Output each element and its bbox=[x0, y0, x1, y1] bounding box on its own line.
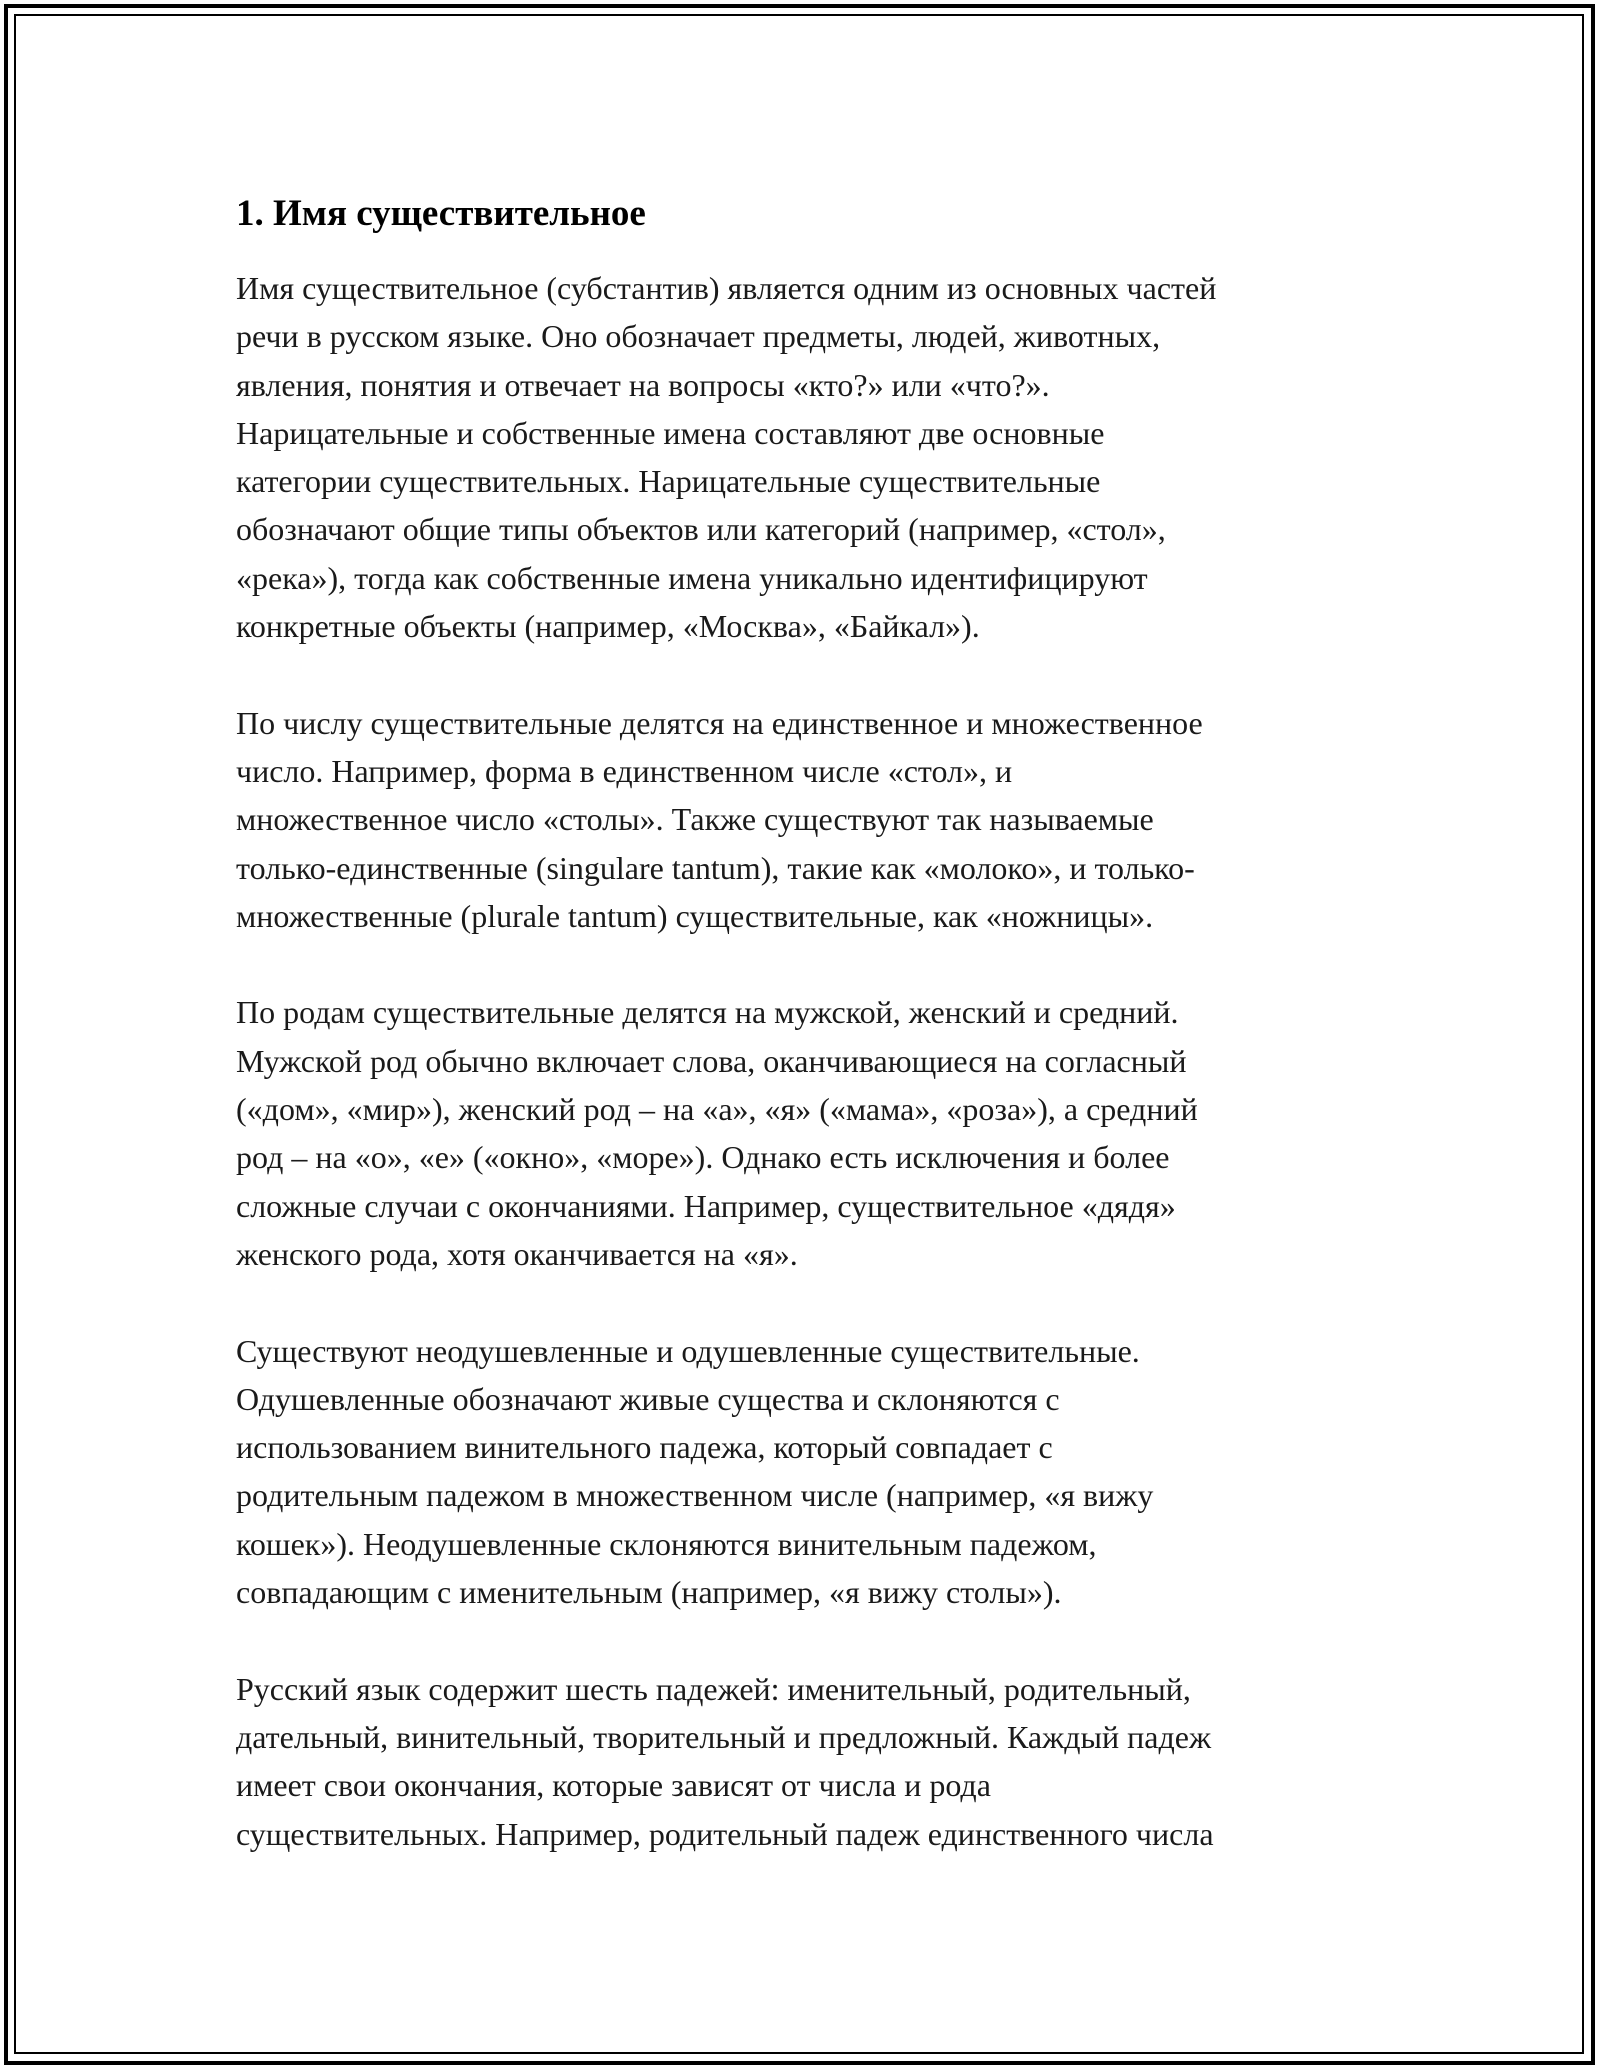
paragraph-number: По числу существительные делятся на единственное и множественное число. Например, форма в единственном числе «стол», и множественное число «столы». Также существуют так называемые только-единственные (singulare tantum), такие как «молоко», и только- множественные (plurale tantum) существительные, как «ножницы». bbox=[236, 704, 1203, 934]
paragraph-definition: Имя существительное (субстантив) является одним из основных частей речи в русском языке. Оно обозначает предметы, людей, животных, явления, понятия и отвечает на вопросы «кто?» или «что?». Нарицательные и собственные имена составляют две основные категории существительных. Нарицательные существительные обозначают общие типы объектов или категорий (например, «стол», «река»), тогда как собственные имена уникально идентифицируют конкретные объекты (например, «Москва», «Байкал»). bbox=[236, 270, 1217, 645]
paragraph-gender: По родам существительные делятся на мужской, женский и средний. Мужской род обычно включает слова, оканчивающиеся на согласный («дом», «мир»), женский род – на «а», «я» («мама», «роза»), а средний род – на «о», «е» («окно», «море»). Однако есть исключения и более сложные случаи с окончаниями. Например, существительное «дядя» женского рода, хотя оканчивается на «я». bbox=[236, 994, 1198, 1272]
section-heading: 1. Имя существительное bbox=[236, 193, 646, 234]
paragraph-cases: Русский язык содержит шесть падежей: именительный, родительный, дательный, винительный, творительный и предложный. Каждый падеж имеет свои окончания, которые зависят от числа и рода существительных. Например, родительный падеж единственного числа bbox=[236, 1670, 1214, 1852]
paragraph-animacy: Существуют неодушевленные и одушевленные существительные. Одушевленные обозначают живые существа и склоняются с использованием винительного падежа, который совпадает с родительным падежом в множественном числе (например, «я вижу кошек»). Неодушевленные склоняются винительным падежом, совпадающим с именительным (например, «я вижу столы»). bbox=[236, 1332, 1154, 1611]
document-body bbox=[236, 186, 1376, 1858]
